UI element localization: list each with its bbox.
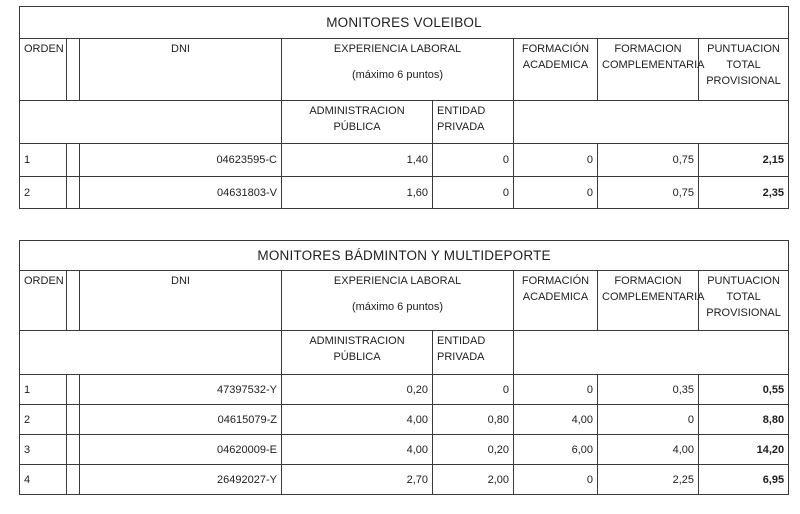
header-formacion-academica: FORMACIÓN ACADEMICA <box>514 271 598 331</box>
cell-academica: 0 <box>514 375 598 405</box>
cell-complementaria: 0,75 <box>598 144 699 177</box>
cell-total: 14,20 <box>699 435 789 465</box>
header-formacion-complementaria: FORMACION COMPLEMENTARIA <box>598 39 699 101</box>
table-row <box>20 405 789 435</box>
cell-complementaria: 0 <box>598 405 699 435</box>
header-experiencia <box>282 271 514 331</box>
cell-academica: 6,00 <box>514 435 598 465</box>
header-admin-publica: ADMINISTRACION PÚBLICA <box>282 101 433 144</box>
header-orden: ORDEN <box>20 39 67 101</box>
cell-admin: 4,00 <box>282 405 433 435</box>
cell-spacer <box>67 144 80 177</box>
table-monitores-badminton <box>19 240 789 495</box>
cell-total: 0,55 <box>699 375 789 405</box>
cell-dni: 04623595-C <box>80 144 282 177</box>
header-blank-right <box>514 101 789 144</box>
table-title: MONITORES VOLEIBOL <box>20 7 789 39</box>
cell-admin: 1,60 <box>282 177 433 209</box>
header-experiencia-sub: (máximo 6 puntos) <box>351 69 444 81</box>
cell-orden: 4 <box>20 465 67 495</box>
cell-total: 2,35 <box>699 177 789 209</box>
cell-privada: 2,00 <box>433 465 514 495</box>
table-row <box>20 144 789 177</box>
cell-spacer <box>67 465 80 495</box>
cell-spacer <box>67 435 80 465</box>
cell-academica: 4,00 <box>514 405 598 435</box>
header-puntuacion: PUNTUACION TOTAL PROVISIONAL <box>699 271 789 331</box>
header-entidad-privada: ENTIDAD PRIVADA <box>433 101 514 144</box>
cell-privada: 0,80 <box>433 405 514 435</box>
cell-dni: 47397532-Y <box>80 375 282 405</box>
cell-dni: 26492027-Y <box>80 465 282 495</box>
cell-privada: 0 <box>433 375 514 405</box>
cell-academica: 0 <box>514 144 598 177</box>
table-row <box>20 177 789 209</box>
cell-complementaria: 2,25 <box>598 465 699 495</box>
table-row <box>20 375 789 405</box>
cell-complementaria: 0,35 <box>598 375 699 405</box>
cell-complementaria: 0,75 <box>598 177 699 209</box>
cell-orden: 2 <box>20 177 67 209</box>
header-experiencia <box>282 39 514 101</box>
cell-admin: 2,70 <box>282 465 433 495</box>
cell-dni: 04615079-Z <box>80 405 282 435</box>
cell-orden: 1 <box>20 144 67 177</box>
cell-admin: 0,20 <box>282 375 433 405</box>
cell-admin: 1,40 <box>282 144 433 177</box>
header-blank <box>20 331 282 375</box>
header-entidad-privada: ENTIDAD PRIVADA <box>433 331 514 375</box>
header-orden: ORDEN <box>20 271 67 331</box>
header-admin-publica: ADMINISTRACION PÚBLICA <box>282 331 433 375</box>
table-row <box>20 435 789 465</box>
cell-orden: 2 <box>20 405 67 435</box>
header-dni: DNI <box>80 271 282 331</box>
header-formacion-academica: FORMACIÓN ACADEMICA <box>514 39 598 101</box>
cell-orden: 1 <box>20 375 67 405</box>
header-spacer <box>67 271 80 331</box>
cell-spacer <box>67 177 80 209</box>
cell-privada: 0,20 <box>433 435 514 465</box>
header-formacion-complementaria: FORMACION COMPLEMENTARIA <box>598 271 699 331</box>
table-monitores-voleibol <box>19 6 789 209</box>
cell-admin: 4,00 <box>282 435 433 465</box>
cell-spacer <box>67 375 80 405</box>
header-spacer <box>67 39 80 101</box>
header-experiencia-label: EXPERIENCIA LABORAL <box>333 275 462 287</box>
header-dni: DNI <box>80 39 282 101</box>
cell-dni: 04631803-V <box>80 177 282 209</box>
table-title: MONITORES BÁDMINTON Y MULTIDEPORTE <box>20 241 789 271</box>
cell-dni: 04620009-E <box>80 435 282 465</box>
header-blank-right <box>514 331 789 375</box>
header-experiencia-sub: (máximo 6 puntos) <box>351 301 444 313</box>
cell-academica: 0 <box>514 177 598 209</box>
cell-academica: 0 <box>514 465 598 495</box>
table-row <box>20 465 789 495</box>
header-blank <box>20 101 282 144</box>
cell-orden: 3 <box>20 435 67 465</box>
cell-total: 8,80 <box>699 405 789 435</box>
cell-total: 2,15 <box>699 144 789 177</box>
cell-complementaria: 4,00 <box>598 435 699 465</box>
cell-privada: 0 <box>433 177 514 209</box>
cell-total: 6,95 <box>699 465 789 495</box>
header-experiencia-label: EXPERIENCIA LABORAL <box>333 43 462 55</box>
header-puntuacion: PUNTUACION TOTAL PROVISIONAL <box>699 39 789 101</box>
cell-privada: 0 <box>433 144 514 177</box>
cell-spacer <box>67 405 80 435</box>
